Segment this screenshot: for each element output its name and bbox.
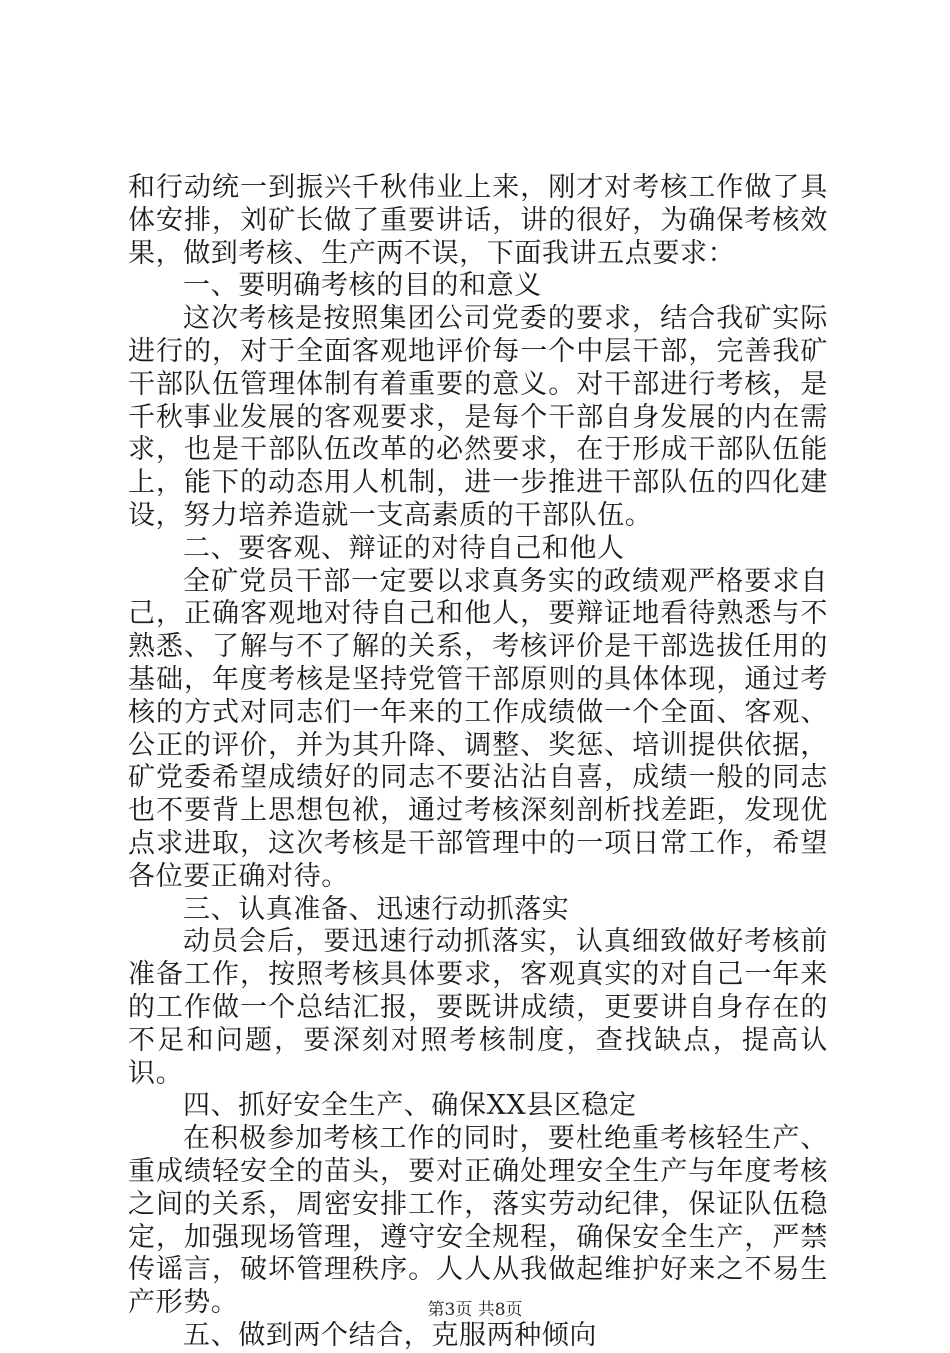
section-heading-1: 一、要明确考核的目的和意义: [183, 270, 542, 302]
paragraph-section-4: 在积极参加考核工作的同时，要杜绝重考核轻生产、重成绩轻安全的苗头，要对正确处理安全生产与年度考核之间的关系，周密安排工作，落实劳动纪律，保证队伍稳定，加强现场管理，遵守安全规程，确保安全生产，严禁传谣言，破坏管理秩序。人人从我做起维护好来之不易生产形势。: [128, 1123, 828, 1319]
paragraph-intro: 和行动统一到振兴千秋伟业上来，刚才对考核工作做了具体安排，刘矿长做了重要讲话，讲的很好，为确保考核效果，做到考核、生产两不误，下面我讲五点要求：: [128, 172, 828, 269]
paragraph-section-3: 动员会后，要迅速行动抓落实，认真细致做好考核前准备工作，按照考核具体要求，客观真实的对自己一年来的工作做一个总结汇报，要既讲成绩，更要讲自身存在的不足和问题，要深刻对照考核制度，查找缺点，提高认识。: [128, 926, 828, 1089]
section-heading-4: 四、抓好安全生产、确保XX县区稳定: [183, 1090, 637, 1122]
section-heading-2: 二、要客观、辩证的对待自己和他人: [183, 532, 625, 564]
section-heading-5: 五、做到两个结合，克服两种倾向: [183, 1319, 597, 1351]
document-body: [128, 172, 828, 1353]
paragraph-section-1: 这次考核是按照集团公司党委的要求，结合我矿实际进行的，对于全面客观地评价每一个中层干部，完善我矿干部队伍管理体制有着重要的意义。对干部进行考核，是千秋事业发展的客观要求，是每个干部自身发展的内在需求，也是干部队伍改革的必然要求，在于形成干部队伍能上，能下的动态用人机制，进一步推进干部队伍的四化建设，努力培养造就一支高素质的干部队伍。: [128, 303, 828, 531]
section-heading-3: 三、认真准备、迅速行动抓落实: [183, 893, 570, 925]
page-number-footer: 第3页 共8页: [427, 1300, 523, 1320]
paragraph-section-2: 全矿党员干部一定要以求真务实的政绩观严格要求自己，正确客观地对待自己和他人，要辩证地看待熟悉与不熟悉、了解与不了解的关系，考核评价是干部选拔任用的基础，年度考核是坚持党管干部原则的具体体现，通过考核的方式对同志们一年来的工作成绩做一个全面、客观、公正的评价，并为其升降、调整、奖惩、培训提供依据，矿党委希望成绩好的同志不要沾沾自喜，成绩一般的同志也不要背上思想包袱，通过考核深刻剖析找差距，发现优点求进取，这次考核是干部管理中的一项日常工作，希望各位要正确对待。: [128, 565, 828, 892]
